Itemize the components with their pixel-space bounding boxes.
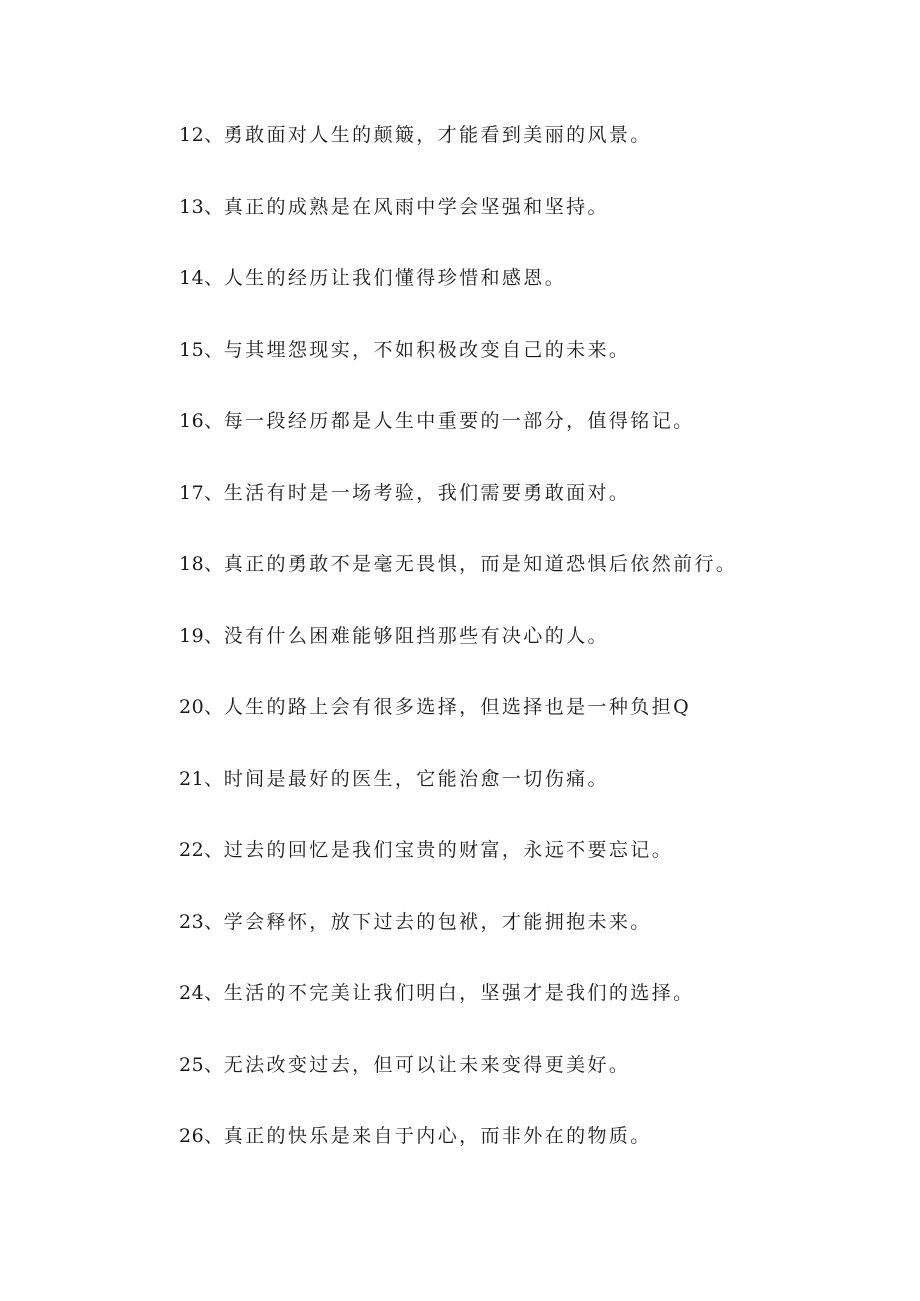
quote-text: 生活的不完美让我们明白，坚强才是我们的选择。 (223, 982, 695, 1004)
quote-number: 13、 (179, 195, 224, 218)
quote-text: 生活有时是一场考验，我们需要勇敢面对。 (223, 481, 631, 504)
quote-text: 勇敢面对人生的颠簸，才能看到美丽的风景。 (223, 124, 652, 146)
quote-number: 12、 (179, 124, 224, 146)
quote-text: 真正的快乐是来自于内心，而非外在的物质。 (223, 1125, 652, 1147)
quote-number: 14、 (179, 267, 224, 289)
quote-list (179, 119, 879, 1192)
quote-line-15 (179, 334, 879, 406)
quote-number: 19、 (179, 624, 224, 647)
quote-text: 真正的勇敢不是毫无畏惧，而是知道恐惧后依然前行。 (223, 553, 738, 575)
quote-line-16 (179, 405, 879, 477)
quote-number: 24、 (179, 982, 224, 1004)
quote-line-13 (179, 191, 879, 263)
quote-text: 学会释怀，放下过去的包袱，才能拥抱未来。 (223, 910, 652, 933)
quote-number: 23、 (179, 910, 224, 933)
quote-text: 每一段经历都是人生中重要的一部分，值得铭记。 (223, 410, 695, 432)
quote-text: 过去的回忆是我们宝贵的财富，永远不要忘记。 (223, 839, 674, 861)
quote-text: 人生的路上会有很多选择，但选择也是一种负担Q (223, 696, 692, 718)
quote-number: 26、 (179, 1125, 224, 1147)
quote-line-21 (179, 763, 879, 835)
quote-number: 16、 (179, 410, 224, 432)
quote-line-22 (179, 834, 879, 906)
quote-line-20 (179, 691, 879, 763)
quote-line-17 (179, 477, 879, 549)
quote-number: 22、 (179, 839, 224, 861)
quote-line-18 (179, 548, 879, 620)
quote-text: 与其埋怨现实，不如积极改变自己的未来。 (223, 338, 631, 361)
quote-number: 25、 (179, 1053, 224, 1076)
quote-line-23 (179, 906, 879, 978)
quote-text: 人生的经历让我们懂得珍惜和感恩。 (223, 267, 567, 289)
quote-text: 无法改变过去，但可以让未来变得更美好。 (223, 1053, 631, 1076)
quote-text: 时间是最好的医生，它能治愈一切伤痛。 (223, 767, 609, 790)
quote-line-19 (179, 620, 879, 692)
quote-number: 17、 (179, 481, 224, 504)
quote-line-14 (179, 262, 879, 334)
quote-text: 没有什么困难能够阻挡那些有决心的人。 (223, 624, 609, 647)
quote-line-12 (179, 119, 879, 191)
quote-number: 15、 (179, 338, 224, 361)
quote-line-25 (179, 1049, 879, 1121)
quote-number: 21、 (179, 767, 224, 790)
quote-line-24 (179, 977, 879, 1049)
quote-number: 18、 (179, 553, 224, 575)
quote-line-26 (179, 1120, 879, 1192)
quote-text: 真正的成熟是在风雨中学会坚强和坚持。 (223, 195, 609, 218)
quote-number: 20、 (179, 696, 224, 718)
